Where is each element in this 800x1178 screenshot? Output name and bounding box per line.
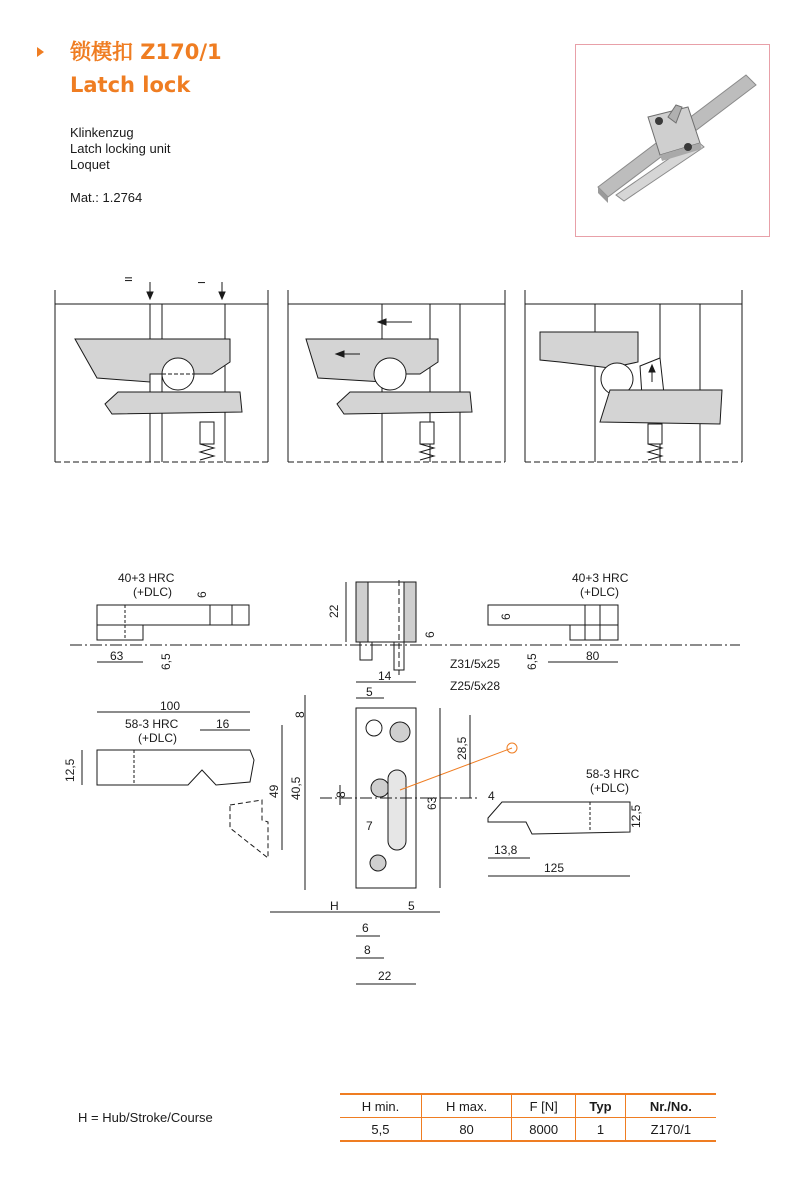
dim-stroke-h: H (330, 899, 339, 913)
header-h-max: H max. (421, 1094, 511, 1118)
cell-h-min: 5,5 (340, 1118, 421, 1142)
hrc-label-right: 58-3 HRC (586, 767, 640, 781)
header-number: Nr./No. (625, 1094, 716, 1118)
dim-28-5: 28,5 (455, 736, 469, 760)
dim-16: 16 (216, 717, 230, 731)
table-header-row (340, 1094, 716, 1118)
description-de: Klinkenzug (70, 125, 134, 140)
dim-6-5-right: 6,5 (525, 653, 539, 670)
cell-h-max: 80 (421, 1118, 511, 1142)
dlc-label-top-right: (+DLC) (580, 585, 620, 599)
operation-sequence-diagram (0, 262, 800, 472)
material-spec: Mat.: 1.2764 (70, 190, 143, 205)
dim-6-bottom: 6 (362, 921, 369, 935)
hrc-label-bottom-left: 58-3 HRC (125, 717, 179, 731)
dim-100: 100 (160, 699, 181, 713)
dim-12-5-left: 12,5 (63, 758, 77, 782)
dim-5-bottom: 5 (408, 899, 415, 913)
dim-6-top-left: 6 (195, 591, 209, 598)
dim-4: 4 (488, 789, 495, 803)
dim-22-bottom: 22 (378, 969, 392, 983)
cell-force: 8000 (512, 1118, 576, 1142)
dim-125: 125 (544, 861, 565, 875)
dim-8-bottom: 8 (364, 943, 371, 957)
header-h-min: H min. (340, 1094, 421, 1118)
dim-40-5: 40,5 (289, 776, 303, 800)
dlc-label-bottom-left: (+DLC) (138, 731, 178, 745)
dim-63-vertical: 63 (425, 796, 439, 810)
dim-80: 80 (586, 649, 600, 663)
title-english: Latch lock (70, 73, 191, 97)
spec-table (340, 1093, 716, 1142)
dim-63: 63 (110, 649, 124, 663)
description-fr: Loquet (70, 157, 110, 172)
dim-49: 49 (267, 784, 281, 798)
table-row (340, 1118, 716, 1142)
dim-6-top-right: 6 (499, 613, 513, 620)
position-1-label: I (197, 281, 208, 284)
latch-lock-photo-icon (576, 45, 769, 236)
dim-22-vertical: 22 (327, 604, 341, 618)
title-chinese: 锁模扣 Z170/1 (70, 40, 222, 64)
header-type: Typ (576, 1094, 626, 1118)
dlc-label-right: (+DLC) (590, 781, 630, 795)
header-force: F [N] (512, 1094, 576, 1118)
screw-label-z31: Z31/5x25 (450, 657, 501, 671)
dim-5-top: 5 (366, 685, 373, 699)
hrc-label-top-right: 40+3 HRC (572, 571, 629, 585)
dim-14: 14 (378, 669, 392, 683)
stroke-note: H = Hub/Stroke/Course (78, 1110, 213, 1125)
dim-12-5-right: 12,5 (629, 804, 643, 828)
cell-type: 1 (576, 1118, 626, 1142)
technical-drawing (0, 560, 800, 1000)
dim-6-5-left: 6,5 (159, 653, 173, 670)
dim-8-top: 8 (293, 711, 307, 718)
title-marker-icon (37, 47, 44, 57)
description-en: Latch locking unit (70, 141, 171, 156)
product-photo (575, 44, 770, 237)
dim-8-mid: 8 (334, 791, 348, 798)
screw-label-z25: Z25/5x28 (450, 679, 501, 693)
dim-13-8: 13,8 (494, 843, 518, 857)
cell-number: Z170/1 (625, 1118, 716, 1142)
hrc-label-top-left: 40+3 HRC (118, 571, 175, 585)
dim-6-mid: 6 (423, 631, 437, 638)
dlc-label-top-left: (+DLC) (133, 585, 173, 599)
position-2-label: II (124, 276, 135, 282)
dim-7: 7 (366, 819, 373, 833)
